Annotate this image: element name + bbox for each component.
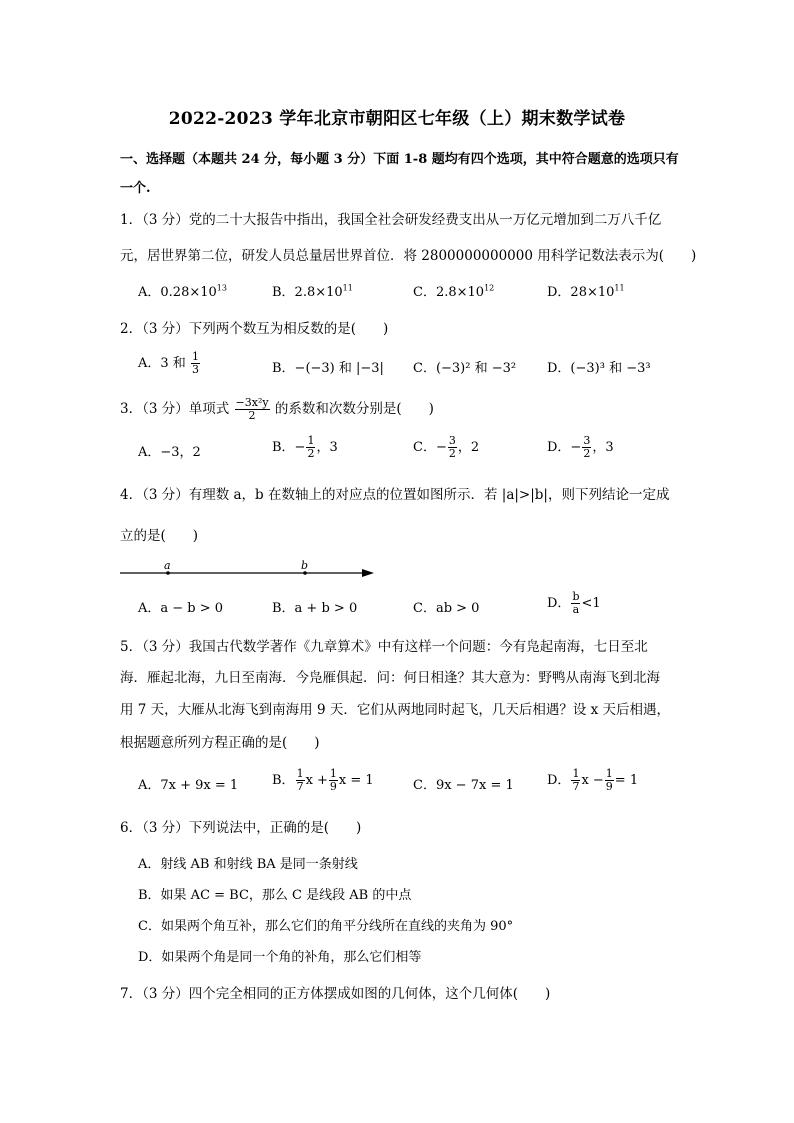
q2-option-d[interactable]: D．(−3)³ 和 −3³: [547, 361, 651, 376]
q5-stem-line1: 5．（3 分）我国古代数学著作《九章算术》中有这样一个问题：今有凫起南海，七日至北: [120, 639, 648, 655]
q5-stem-line4: 根据题意所列方程正确的是( ): [120, 735, 320, 751]
q1-option-d[interactable]: D．$28\times 10^{11}$: [547, 283, 625, 300]
q2-option-c[interactable]: C．(−3)² 和 −3²: [413, 361, 517, 376]
label-a: a: [164, 560, 171, 572]
q3-option-d[interactable]: D．− $\frac{3}{2}$ ，3: [547, 434, 614, 460]
q1-option-c[interactable]: C．$2.8\times 10^{12}$: [413, 283, 495, 300]
q3-stem: 3．（3 分）单项式 $\frac{\text{−3x²y}}{2}$ 的系数和次数分别是( ): [120, 396, 434, 422]
q5-stem-line3: 用 7 天，大雁从北海飞到南海用 9 天．它们从两地同时起飞，几天后相遇？设 x 天后相遇，: [120, 702, 671, 718]
q2-a-fraction: $\frac{1}{3}$: [191, 350, 199, 376]
q6-stem: 6．（3 分）下列说法中，正确的是( ): [120, 820, 362, 836]
number-line-figure: [118, 560, 380, 582]
q3-option-b[interactable]: B．− $\frac{1}{2}$ ，3: [272, 434, 338, 460]
q6-option-b[interactable]: B．如果 AC = BC，那么 C 是线段 AB 的中点: [138, 888, 412, 903]
q4-option-a[interactable]: A．a − b > 0: [138, 601, 224, 616]
q1-option-b[interactable]: B．$2.8\times 10^{11}$: [272, 283, 353, 300]
q4-stem-line1: 4．（3 分）有理数 a，b 在数轴上的对应点的位置如图所示．若 |a|>|b|，则下列结论一定成: [120, 487, 670, 503]
q1-option-a[interactable]: A．$0.28\times 10^{13}$: [138, 283, 227, 300]
q5-stem-line2: 海．雁起北海，九日至南海．今凫雁俱起．问：何日相逢？其大意为：野鸭从南海飞到北海: [120, 670, 660, 686]
q6-option-d[interactable]: D．如果两个角是同一个角的补角，那么它们相等: [138, 950, 422, 965]
q4-option-d[interactable]: D． $\frac{b}{a}$ <1: [547, 590, 601, 616]
q5-option-a[interactable]: A．7x + 9x = 1: [138, 778, 239, 793]
q5-option-c[interactable]: C．9x − 7x = 1: [413, 778, 514, 793]
q6-option-a[interactable]: A．射线 AB 和射线 BA 是同一条射线: [138, 857, 358, 872]
q7-stem: 7．（3 分）四个完全相同的正方体摆成如图的几何体，这个几何体( ): [120, 986, 551, 1002]
q3-monomial-fraction: $\frac{\text{−3x²y}}{2}$: [235, 396, 269, 422]
q2-stem: 2．（3 分）下列两个数互为相反数的是( ): [120, 321, 389, 337]
q5-option-b[interactable]: B． $\frac{1}{7}$ x + $\frac{1}{9}$ x = 1: [272, 767, 374, 793]
q4-stem-line2: 立的是( ): [120, 528, 199, 544]
q3-option-a[interactable]: A．−3，2: [138, 445, 201, 460]
q2-option-a[interactable]: A．3 和 $\frac{1}{3}$: [138, 350, 199, 376]
q3-option-c[interactable]: C．− $\frac{3}{2}$ ，2: [413, 434, 480, 460]
q1-stem-line1: 1．（3 分）党的二十大报告中指出，我国全社会研发经费支出从一万亿元增加到二万八千亿: [120, 212, 662, 228]
number-line-arrow: [362, 569, 374, 577]
q2-option-b[interactable]: B．−(−3) 和 |−3|: [272, 361, 384, 376]
section-heading: 一、选择题（本题共 24 分，每小题 3 分）下面 1-8 题均有四个选项，其中符合题意的选项只有一个.: [120, 152, 679, 196]
q1-stem-line2: 元，居世界第二位，研发人员总量居世界首位．将 2800000000000 用科学记数法表示为( ): [120, 248, 697, 264]
label-b: b: [301, 560, 309, 572]
exam-title: 2022-2023 学年北京市朝阳区七年级（上）期末数学试卷: [168, 109, 626, 129]
q4-option-c[interactable]: C．ab > 0: [413, 601, 480, 616]
q4-option-b[interactable]: B．a + b > 0: [272, 601, 358, 616]
q6-option-c[interactable]: C．如果两个角互补，那么它们的角平分线所在直线的夹角为 90°: [138, 919, 514, 934]
q5-option-d[interactable]: D． $\frac{1}{7}$ x − $\frac{1}{9}$ = 1: [547, 767, 639, 793]
